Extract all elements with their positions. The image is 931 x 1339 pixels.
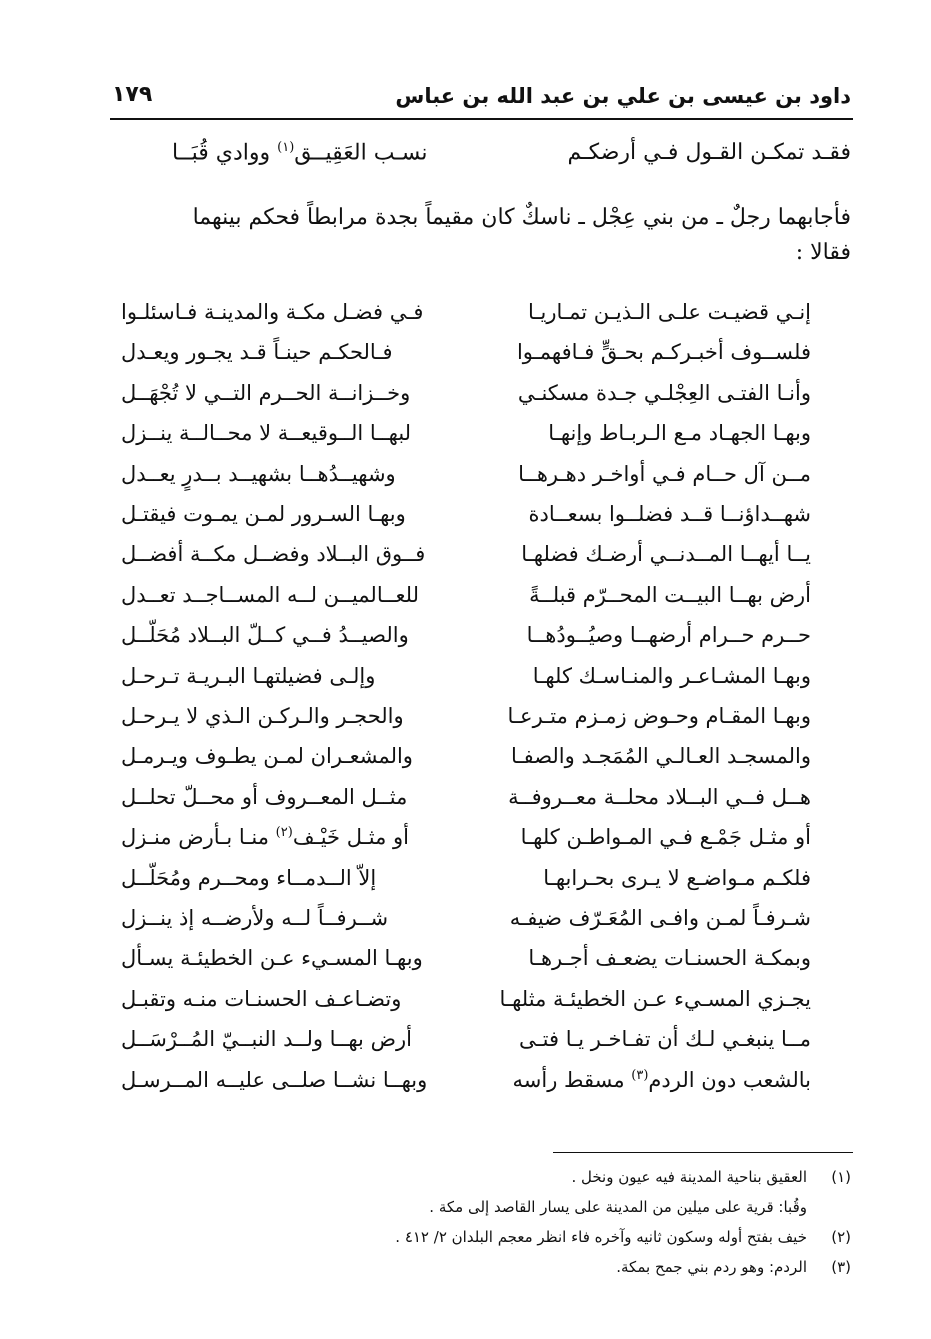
verse-second-hemistich: والمشعـران لمـن يطـوف ويـرمـل bbox=[121, 744, 413, 769]
verse-first-hemistich-a: بالشعب دون الردم bbox=[648, 1067, 811, 1092]
footnote bbox=[112, 1162, 851, 1192]
verse-first-hemistich: أرض بهــا البيــت المحــرّم قبلــةً bbox=[529, 582, 811, 607]
poem-verse bbox=[121, 785, 811, 825]
verse-first-hemistich: شهــداؤنــا قــد فضلــوا بسعــادة bbox=[528, 502, 811, 526]
verse-second-hemistich: وخــزانــة الحــرم التــي لا تُجْهَــل bbox=[121, 380, 411, 405]
verse-second-hemistich: وتضـاعـف الحسنـات منـه وتقبـل bbox=[121, 986, 402, 1011]
verse-first-hemistich: أو مثـل جَمْـع فـي المـواطـن كلهـا bbox=[520, 825, 811, 850]
poem-verse bbox=[121, 946, 811, 986]
verse-second-hemistich bbox=[121, 825, 409, 849]
prose-paragraph-line1: فأجابهما رجلٌ ـ من بني عِجْل ـ ناسكٌ كان مقيماً بجدة مرابطاً فحكم بينهما bbox=[192, 205, 851, 230]
verse-first-hemistich: يــا أيهــا المــدنــي أرضـك فضلهـا bbox=[521, 542, 811, 567]
footnote-number: (١) bbox=[831, 1168, 851, 1186]
verse-second-hemistich: وبهـا السـرور لمـن يمـوت فيقتـل bbox=[121, 502, 406, 526]
poem-verse bbox=[121, 704, 811, 744]
poem-verse bbox=[121, 542, 811, 582]
footnote-text: العقيق بناحية المدينة فيه عيون ونخل . bbox=[571, 1168, 807, 1186]
footnotes bbox=[112, 1162, 851, 1282]
header-rule bbox=[110, 118, 853, 120]
poem-verse bbox=[121, 583, 811, 623]
verse-second-hemistich: إلاّ الــدمــاء ومحــرم ومُحَلّــل bbox=[121, 865, 377, 890]
verse-second-hemistich: وشهيــدُهــا بشهيــد بــدرٍ يعــدل bbox=[121, 461, 396, 486]
footnote-text: وقُبا: قرية على ميلين من المدينة على يسار القاصد إلى مكة . bbox=[429, 1198, 807, 1216]
verse-second-hemistich: وإلـى فضيلتهـا البـريـة تـرحـل bbox=[121, 663, 376, 688]
intro-verse-second-a: نسـب العَقِيــق bbox=[294, 140, 428, 166]
verse-first-hemistich: مــن آل حــام فـي أواخـر دهـرهــا bbox=[518, 461, 811, 486]
verse-second-hemistich-b: منـا بـأرض منـزل bbox=[121, 825, 276, 850]
poem-verse bbox=[121, 462, 811, 502]
poem-verse bbox=[121, 1027, 811, 1067]
verse-second-hemistich: أرض بهــا ولــد النبــيّ المُــرْسَــل bbox=[121, 1027, 412, 1052]
verse-first-hemistich: وبمكـة الحسنـات يضعـف أجـرهـا bbox=[528, 946, 811, 971]
verse-first-hemistich: فلســوف أخبـركـم بحـقٍّ فـافهمـوا bbox=[516, 340, 811, 365]
running-header-title: داود بن عيسى بن علي بن عبد الله بن عباس bbox=[395, 84, 851, 108]
poem-verse bbox=[121, 825, 811, 865]
verse-first-hemistich: وبهـا الجهـاد مـع الـربـاط وإنهـا bbox=[548, 421, 811, 446]
verse-first-hemistich: هــل فــي البــلاد محلــة معــروفــة bbox=[508, 784, 811, 809]
verse-second-hemistich: والصيــدُ فــي كــلّ البــلاد مُحَلّــل bbox=[121, 623, 409, 648]
footnote-number: (٢) bbox=[831, 1228, 851, 1246]
verse-first-hemistich: وبهـا المشـاعـر والمنـاسـك كلهـا bbox=[532, 663, 811, 688]
footnote-mark-3: (٣) bbox=[631, 1067, 649, 1083]
verse-second-hemistich: فــوق البــلاد وفضــل مكــة أفضــل bbox=[121, 542, 426, 567]
verse-second-hemistich: وبهــا نشــا صلــى عليــه المــرسـل bbox=[121, 1067, 428, 1092]
poem-verse bbox=[121, 623, 811, 663]
poem-verse bbox=[121, 300, 811, 340]
verse-second-hemistich: والحجـر والـركـن الـذي لا يـرحـل bbox=[121, 704, 404, 728]
verse-second-hemistich: شــرفــاً لــه ولأرضــه إذ ينــزل bbox=[121, 906, 389, 930]
poem-verse bbox=[121, 664, 811, 704]
footnote bbox=[112, 1252, 851, 1282]
poem-verse bbox=[121, 340, 811, 380]
verse-first-hemistich: شـرفـاً لمـن وافـى المُعَـرّف ضيفـه bbox=[509, 906, 811, 930]
poem-verse bbox=[121, 744, 811, 784]
verse-first-hemistich: وأنـا الفتـى العِجْلـي جـدة مسكنـي bbox=[517, 380, 811, 405]
verse-second-hemistich: فـي فضـل مكـة والمدينـة فـاسئلـوا bbox=[121, 300, 424, 324]
poem-verse bbox=[121, 866, 811, 906]
footnote-text: خيف بفتح أوله وسكون ثانيه وآخره فاء انظر معجم البلدان ٢/ ٤١٢ . bbox=[395, 1228, 807, 1246]
footnote-mark-2: (٢) bbox=[275, 825, 293, 841]
footnote-text: الردم: وهو ردم بني جمح بمكة. bbox=[616, 1258, 807, 1276]
verse-first-hemistich: إنـي قضيـت علـى الـذيـن تمـاريـا bbox=[528, 300, 811, 324]
verse-first-hemistich: مــا ينبغـي لـك أن تفـاخـر يـا فتـى bbox=[519, 1027, 811, 1052]
intro-verse-second-b: ووادي قُبَــا bbox=[172, 140, 271, 166]
prose-paragraph-line2: فقالا : bbox=[795, 240, 851, 265]
poem-verse bbox=[121, 1068, 811, 1108]
verse-first-hemistich: يجـزي المسـيء عـن الخطيئـة مثلهـا bbox=[499, 986, 811, 1011]
verse-second-hemistich: للعــالميــن لــه المســاجــد تعــدل bbox=[121, 582, 420, 607]
verse-second-hemistich: لبهــا الــوقيعــة لا محــالــة ينــزل bbox=[121, 421, 412, 446]
intro-verse-second-hemistich bbox=[172, 140, 428, 165]
poem-verse bbox=[121, 381, 811, 421]
footnote-number: (٣) bbox=[831, 1258, 851, 1276]
footnote bbox=[112, 1192, 851, 1222]
verse-second-hemistich: فـالحكـم حينـاً قـد يجـور ويعـدل bbox=[121, 340, 393, 365]
poem-verse bbox=[121, 987, 811, 1027]
footnote-mark-1: (١) bbox=[277, 140, 295, 155]
intro-verse bbox=[112, 140, 851, 176]
verse-second-hemistich: مثــل المعــروف أو محــلّ تحلــل bbox=[121, 784, 408, 809]
verse-second-hemistich: وبهـا المسـيء عـن الخطيئـة يسـأل bbox=[121, 946, 423, 971]
verse-first-hemistich: فلكـم مـواضـع لا يـرى بحـرابهـا bbox=[543, 865, 811, 890]
verse-first-hemistich: حــرم حــرام أرضهــا وصيُــودُهــا bbox=[526, 623, 811, 648]
poem-verse bbox=[121, 906, 811, 946]
verse-first-hemistich: وبهـا المقـام وحـوض زمـزم متـرعـا bbox=[507, 704, 811, 728]
footnote-rule bbox=[553, 1152, 853, 1153]
verse-first-hemistich-b: مسقط رأسه bbox=[512, 1067, 632, 1092]
page-number: ١٧٩ bbox=[112, 82, 153, 107]
verse-first-hemistich bbox=[513, 1068, 811, 1092]
verse-second-hemistich-a: أو مثـل خَيْـف bbox=[292, 825, 409, 850]
intro-verse-first-hemistich: فقـد تمكـن القـول فـي أرضكـم bbox=[567, 140, 851, 165]
verse-first-hemistich: والمسجـد العـالـي المُمَجـد والصفـا bbox=[511, 744, 811, 769]
footnote bbox=[112, 1222, 851, 1252]
poem-verse bbox=[121, 421, 811, 461]
poem-verse bbox=[121, 502, 811, 542]
